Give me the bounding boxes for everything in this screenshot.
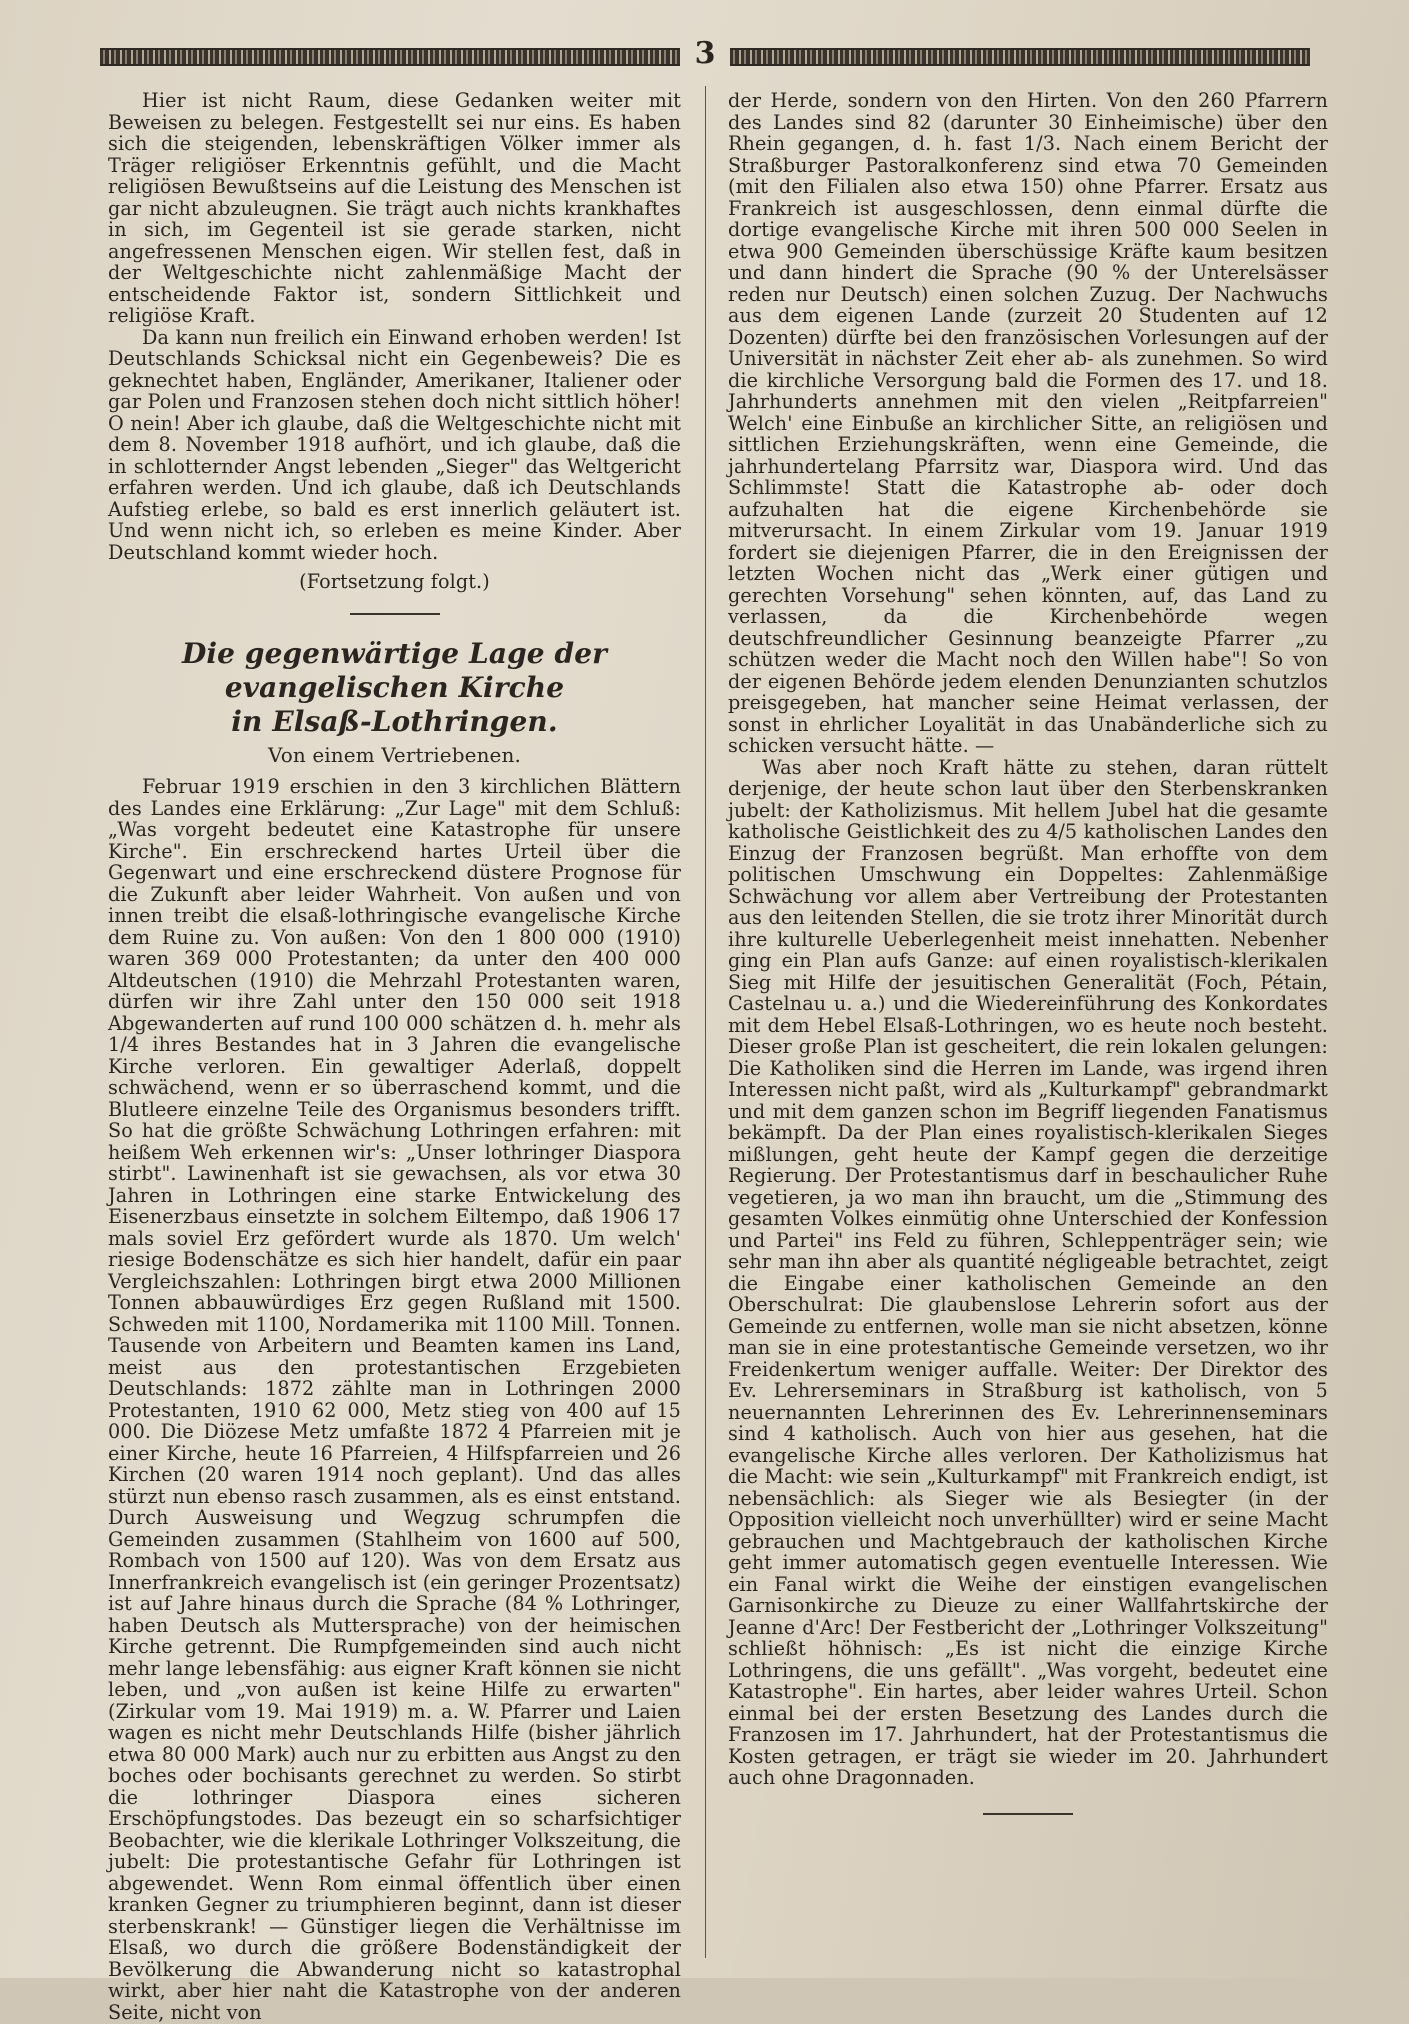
essay-paragraph-1: Hier ist nicht Raum, diese Gedanken weiter mit Beweisen zu belegen. Festgestellt sei nur eins. Es haben sich die steigenden, lebenskräftigen Völker immer als Träger religiöser Erkenntnis gefühlt, und die Macht religiösen Bewußtseins auf die Leistung des Menschen ist gar nicht abzuleugnen. Sie trägt auch nichts krankhaftes in sich, im Gegenteil ist sie gerade starken, nicht angefressenen Menschen eigen. Wir stellen fest, daß in der Weltgeschichte nicht zahlenmäßige Macht der entscheidende Faktor ist, sondern Sittlichkeit und religiöse Kraft. bbox=[108, 89, 681, 327]
article-title-line-1: Die gegenwärtige Lage der evangelischen Kirche bbox=[182, 636, 607, 704]
page-header bbox=[100, 36, 1310, 71]
article-title-line-2: in Elsaß-Lothringen. bbox=[231, 704, 558, 738]
header-ornament-left bbox=[100, 48, 680, 66]
article-paragraph-2: der Herde, sondern von den Hirten. Von den 260 Pfarrern des Landes sind 82 (darunter 30 Einheimische) über den Rhein gegangen, d. h. fast 1/3. Nach einem Bericht der Straßburger Pastoralkonferenz sind etwa 70 Gemeinden (mit den Filialen also etwa 150) ohne Pfarrer. Ersatz aus Frankreich ist ausgeschlossen, denn einmal dürfte die dortige evangelische Kirche mit ihren 500 000 Seelen in etwa 900 Gemeinden überschüssige Kräfte kaum besitzen und dann hindert die Sprache (90 % der Unterelsässer reden nur Deutsch) einen solchen Zuzug. Der Nachwuchs aus dem eigenen Lande (zurzeit 20 Studenten auf 12 Dozenten) dürfte bei den französischen Vorlesungen auf der Universität in nächster Zeit eher ab- als zunehmen. So wird die kirchliche Versorgung bald die Formen des 17. und 18. Jahrhunderts annehmen mit den vielen „Reitpfarreien" Welch' eine Einbuße an kirchlicher Sitte, an religiösen und sittlichen Erziehungskräften, wenn eine Gemeinde, die jahrhundertelang Pfarrsitz war, Diaspora wird. Und das Schlimmste! Statt die Katastrophe ab- oder doch aufzuhalten hat die eigene Kirchenbehörde sie mitverursacht. In einem Zirkular vom 19. Januar 1919 fordert sie diejenigen Pfarrer, die in den Ereignissen der letzten Wochen nicht das „Werk einer gütigen und gerechten Vorsehung" sehen könnten, auf, das Land zu verlassen, da die Kirchenbehörde wegen deutschfreundlicher Gesinnung beanzeigte Pfarrer „zu schützen weder die Macht noch den Willen habe"! So von der eigenen Behörde jedem elenden Denunzianten schutzlos preisgegeben, hat mancher seine Heimat verlassen, der sonst in ehrlicher Loyalität in das Unabänderliche sich zu schicken versucht hätte. — bbox=[728, 89, 1328, 757]
right-column bbox=[728, 90, 1328, 1815]
left-column bbox=[108, 90, 681, 2023]
column-divider bbox=[705, 86, 706, 1958]
essay-paragraph-2: Da kann nun freilich ein Einwand erhoben werden! Ist Deutschlands Schicksal nicht ein Gegenbeweis? Die es geknechtet haben, Engländer, Amerikaner, Italiener oder gar Polen und Franzosen stehen doch nicht sittlich höher! O nein! Aber ich glaube, daß die Weltgeschichte nicht mit dem 8. November 1918 aufhört, und ich glaube, daß die in schlotternder Angst lebenden „Sieger" das Weltgericht erfahren werden. Und ich glaube, daß ich Deutschlands Aufstieg erlebe, so bald es erst innerlich geläutert ist. Und wenn nicht ich, so erleben es meine Kinder. Aber Deutschland kommt wieder hoch. bbox=[108, 325, 681, 564]
end-separator bbox=[983, 1813, 1073, 1815]
article-title bbox=[108, 637, 681, 739]
page-number: 3 bbox=[694, 36, 716, 71]
continued-note: (Fortsetzung folgt.) bbox=[299, 570, 490, 593]
header-ornament-right bbox=[730, 48, 1310, 66]
article-paragraph-3: Was aber noch Kraft hätte zu stehen, daran rüttelt derjenige, der heute schon laut über den Sterbenskranken jubelt: der Katholizismus. Mit hellem Jubel hat die gesamte katholische Geistlichkeit des zu 4/5 katholischen Landes den Einzug der Franzosen begrüßt. Man erhoffte von dem politischen Umschwung ein Doppeltes: Zahlenmäßige Schwächung vor allem aber Vertreibung der Protestanten aus den leitenden Stellen, die sie trotz ihrer Minorität durch ihre kulturelle Ueberlegenheit meist innehatten. Nebenher ging ein Plan aufs Ganze: auf einen royalistisch-klerikalen Sieg mit Hilfe der jesuitischen Generalität (Foch, Pétain, Castelnau u. a.) und die Wiedereinführung des Konkordates mit dem Hebel Elsaß-Lothringen, wo es heute noch besteht. Dieser große Plan ist gescheitert, die rein lokalen gelungen: Die Katholiken sind die Herren im Lande, was irgend ihren Interessen nicht paßt, wird als „Kulturkampf" gebrandmarkt und mit dem ganzen schon im Begriff liegenden Fanatismus bekämpft. Da der Plan eines royalistisch-klerikalen Sieges mißlungen, geht heute der Kampf gegen die derzeitige Regierung. Der Protestantismus darf in beschaulicher Ruhe vegetieren, ja wo man ihn braucht, um die „Stimmung des gesamten Volkes einmütig ohne Unterschied der Konfession und Partei" ins Feld zu führen, Schleppenträger sein; wie sehr man ihn aber als quantité négligeable betrachtet, zeigt die Eingabe einer katholischen Gemeinde an den Oberschulrat: Die glaubenslose Lehrerin sofort aus der Gemeinde zu entfernen, wolle man sie nicht absetzen, könne man sie in eine protestantische Gemeinde versetzen, wo ihr Freidenkertum weniger auffalle. Weiter: Der Direktor des Ev. Lehrerseminars in Straßburg ist katholisch, von 5 neuernannten Lehrerinnen des Ev. Lehrerinnenseminars sind 4 katholisch. Auch von hier aus gesehen, hat die evangelische Kirche alles verloren. Der Katholizismus hat die Macht: wie sein „Kulturkampf" mit Frankreich endigt, ist nebensächlich: als Sieger wie als Besiegter (in der Opposition vielleicht noch unverhüllter) wird er seine Macht gebrauchen und Machtgebrauch der katholischen Kirche geht immer automatisch gegen eventuelle Interessen. Wie ein Fanal wirkt die Weihe der einstigen evangelischen Garnisonkirche zu Dieuze zu einer Wallfahrtskirche der Jeanne d'Arc! Der Festbericht der „Lothringer Volkszeitung" schließt höhnisch: „Es ist nicht die einzige Kirche Lothringens, die uns gefällt". „Was vorgeht, bedeutet eine Katastrophe". Ein hartes, aber leider wahres Urteil. Schon einmal bei der ersten Besetzung des Landes durch die Franzosen im 17. Jahrhundert, hat der Protestantismus die Kosten getragen, er trägt sie wieder im 20. Jahrhundert auch ohne Dragonnaden. bbox=[728, 755, 1328, 1789]
article-paragraph-1: Februar 1919 erschien in den 3 kirchlichen Blättern des Landes eine Erklärung: „Zur Lage" mit dem Schluß: „Was vorgeht bedeutet eine Katastrophe für unsere Kirche". Ein erschreckend hartes Urteil über die Gegenwart und eine erschreckend düstere Prognose für die Zukunft aber leider Wahrheit. Von außen und von innen treibt die elsaß-lothringische evangelische Kirche dem Ruine zu. Von außen: Von den 1 800 000 (1910) waren 369 000 Protestanten; da unter den 400 000 Altdeutschen (1910) die Mehrzahl Protestanten waren, dürfen wir ihre Zahl unter den 150 000 seit 1918 Abgewanderten auf rund 100 000 schätzen d. h. mehr als 1/4 ihres Bestandes hat in 3 Jahren die evangelische Kirche verloren. Ein gewaltiger Aderlaß, doppelt schwächend, wenn er so überraschend kommt, und die Blutleere einzelne Teile des Organismus besonders trifft. So hat die größte Schwächung Lothringen erfahren: mit heißem Weh erkennen wir's: „Unser lothringer Diaspora stirbt". Lawinenhaft ist sie gewachsen, als vor etwa 30 Jahren in Lothringen eine starke Entwickelung des Eisenerzbaus einsetzte in solchem Eiltempo, daß 1906 17 mals soviel Erz gefördert wurde als 1870. Um welch' riesige Bodenschätze es sich hier handelt, dafür ein paar Vergleichszahlen: Lothringen birgt etwa 2000 Millionen Tonnen abbauwürdiges Erz gegen Rußland mit 1500. Schweden mit 1100, Nordamerika mit 1100 Mill. Tonnen. Tausende von Arbeitern und Beamten kamen ins Land, meist aus den protestantischen Erzgebieten Deutschlands: 1872 zählte man in Lothringen 2000 Protestanten, 1910 62 000, Metz stieg von 400 auf 15 000. Die Diözese Metz umfaßte 1872 4 Pfarreien mit je einer Kirche, heute 16 Pfarreien, 4 Hilfspfarreien und 26 Kirchen (20 waren 1914 noch geplant). Und das alles stürzt nun ebenso rasch zusammen, als es einst entstand. Durch Ausweisung und Wegzug schrumpfen die Gemeinden zusammen (Stahlheim von 1600 auf 500, Rombach von 1500 auf 120). Was von dem Ersatz aus Innerfrankreich evangelisch ist (ein geringer Prozentsatz) ist auf Jahre hinaus durch die Sprache (84 % Lothringer, haben Deutsch als Muttersprache) von der heimischen Kirche getrennt. Die Rumpfgemeinden sind auch nicht mehr lange lebensfähig: aus eigner Kraft können sie nicht leben, und „von außen ist keine Hilfe zu erwarten" (Zirkular vom 19. Mai 1919) m. a. W. Pfarrer und Laien wagen es nicht mehr Deutschlands Hilfe (bisher jährlich etwa 80 000 Mark) auch nur zu erbitten aus Angst zu den boches oder bochisants gerechnet zu werden. So stirbt die lothringer Diaspora eines sicheren Erschöpfungstodes. Das bezeugt ein so scharfsichtiger Beobachter, wie die klerikale Lothringer Volkszeitung, die jubelt: Die protestantische Gefahr für Lothringen ist abgewendet. Wenn Rom einmal öffentlich über einen kranken Gegner zu triumphieren beginnt, dann ist dieser sterbenskrank! — Günstiger liegen die Verhältnisse im Elsaß, wo durch die größere Bodenständigkeit der Bevölkerung die Abwanderung nicht so katastrophal wirkt, aber hier naht die Katastrophe von der anderen Seite, nicht von bbox=[108, 775, 681, 2024]
article-byline: Von einem Vertriebenen. bbox=[268, 742, 521, 767]
section-separator bbox=[350, 613, 440, 615]
